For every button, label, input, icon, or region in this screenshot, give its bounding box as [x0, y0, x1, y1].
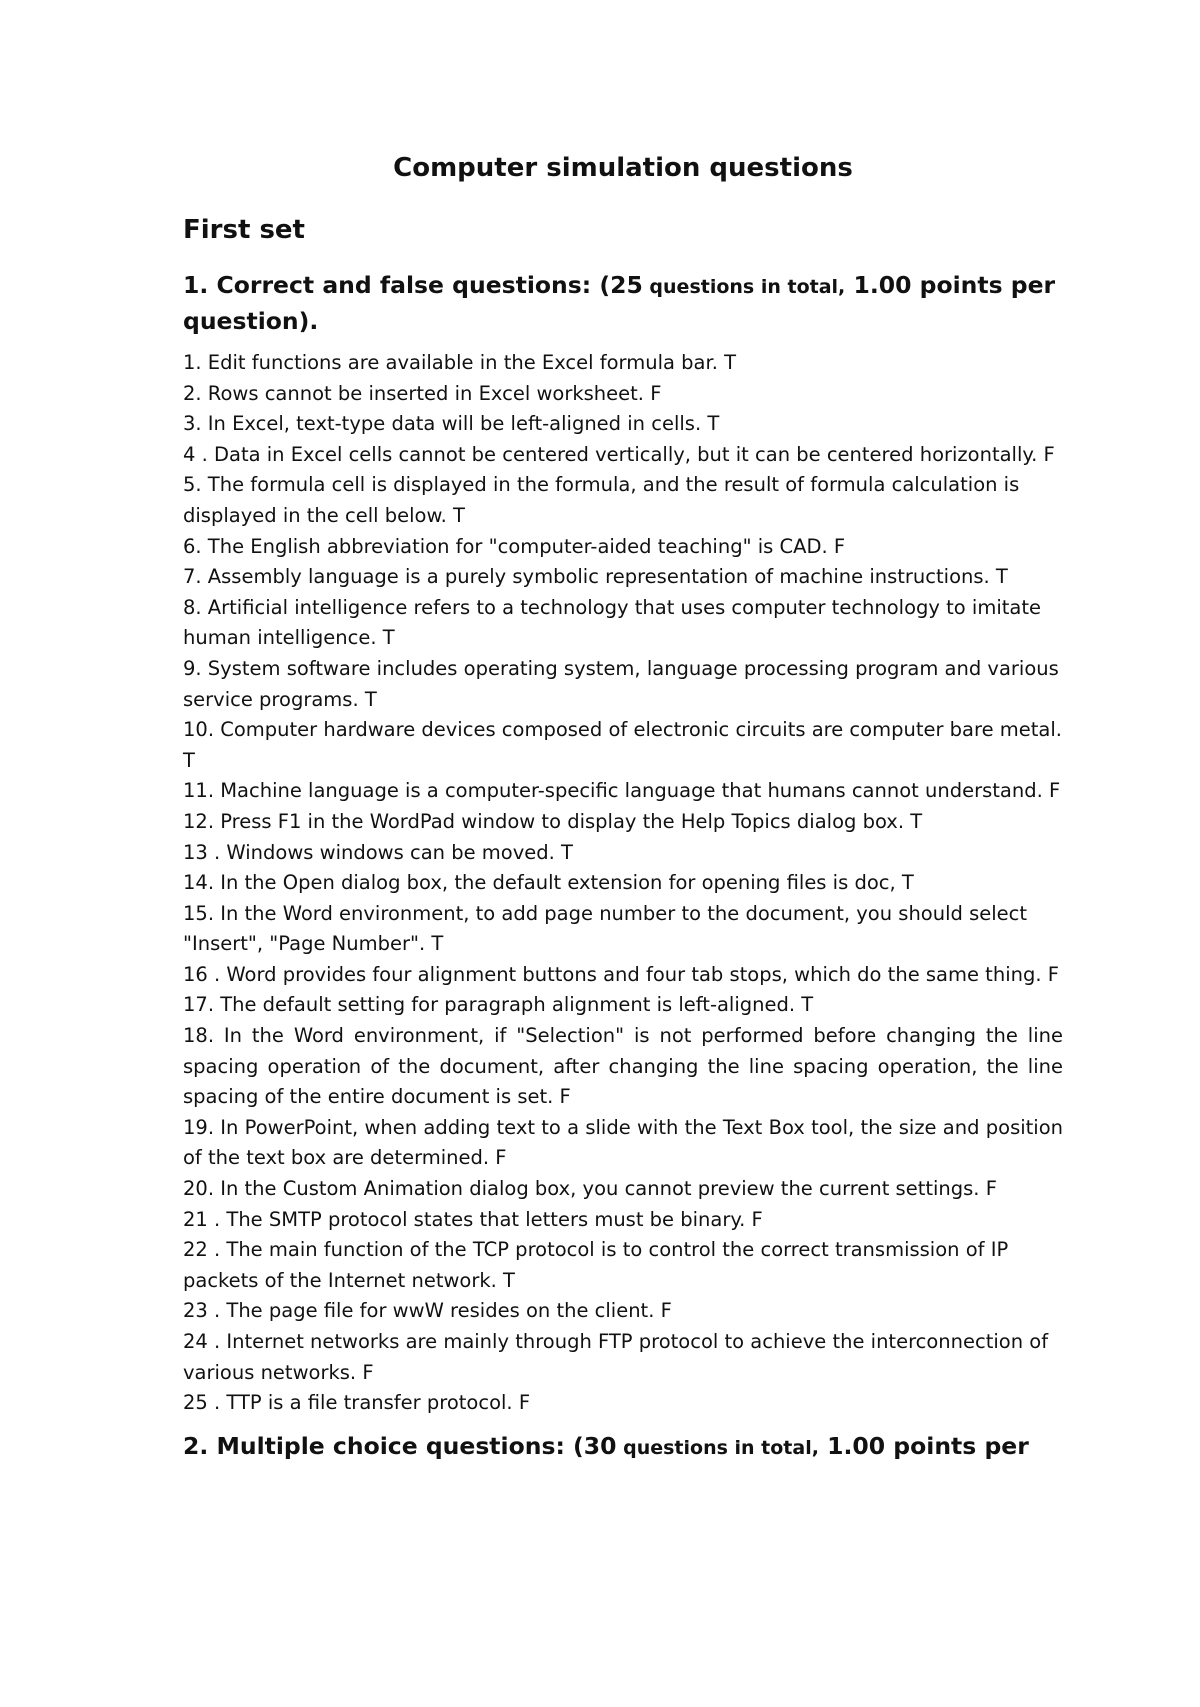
question-item: 6. The English abbreviation for "computer-aided teaching" is CAD. F [183, 534, 846, 558]
section-1-heading-lead: 1. Correct and false questions: (25 [183, 271, 643, 299]
question-item: 22 . The main function of the TCP protocol is to control the correct transmission of IP packets of the Internet network. T [183, 1238, 1009, 1292]
question-item: 1. Edit functions are available in the Excel formula bar. T [183, 351, 737, 374]
section-2-heading [183, 1429, 1063, 1465]
question-item: 21 . The SMTP protocol states that letters must be binary. F [183, 1207, 763, 1231]
question-item: 12. Press F1 in the WordPad window to display the Help Topics dialog box. T [183, 809, 923, 833]
question-item: 11. Machine language is a computer-specific language that humans cannot understand. F [183, 779, 1061, 803]
question-item: 10. Computer hardware devices composed of electronic circuits are computer bare metal. T [183, 718, 1062, 772]
question-item: 5. The formula cell is displayed in the formula, and the result of formula calculation is displayed in the cell below. T [183, 473, 1020, 527]
question-item: 13 . Windows windows can be moved. T [183, 840, 573, 864]
section-1-heading-small: questions in total, [642, 276, 846, 298]
question-item: 4 . Data in Excel cells cannot be centered vertically, but it can be centered horizontally. F [183, 442, 1055, 466]
question-item: 23 . The page file for wwW resides on the client. F [183, 1299, 672, 1323]
question-item: 24 . Internet networks are mainly through FTP protocol to achieve the interconnection of various networks. F [183, 1330, 1049, 1384]
question-item: 8. Artificial intelligence refers to a technology that uses computer technology to imitate human intelligence. T [183, 595, 1041, 650]
true-false-question-list [183, 348, 1063, 1419]
section-2-heading-tail: 1.00 points per [818, 1431, 1029, 1460]
set-heading: First set [183, 215, 305, 245]
section-1-heading [183, 268, 1063, 338]
section-1-heading-tail: 1.00 points per question). [183, 271, 1056, 335]
question-item: 7. Assembly language is a purely symbolic representation of machine instructions. T [183, 565, 1008, 589]
section-2-heading-small: questions in total, [616, 1436, 819, 1459]
question-item: 25 . TTP is a file transfer protocol. F [183, 1391, 531, 1415]
question-item: 9. System software includes operating system, language processing program and various service programs. T [183, 656, 1059, 711]
section-2-heading-lead: 2. Multiple choice questions: (30 [183, 1431, 617, 1460]
question-item: 14. In the Open dialog box, the default extension for opening files is doc, T [183, 871, 914, 895]
document-page [183, 150, 1063, 1475]
question-item: 17. The default setting for paragraph alignment is left-aligned. T [183, 993, 814, 1017]
question-item: 15. In the Word environment, to add page number to the document, you should select "Insert", "Page Number". T [183, 901, 1028, 956]
question-item: 19. In PowerPoint, when adding text to a slide with the Text Box tool, the size and position of the text box are determined. F [183, 1115, 1063, 1170]
question-item: 2. Rows cannot be inserted in Excel worksheet. F [183, 381, 662, 405]
question-item: 16 . Word provides four alignment buttons and four tab stops, which do the same thing. F [183, 962, 1059, 986]
question-item: 3. In Excel, text-type data will be left-aligned in cells. T [183, 412, 720, 436]
page-title: Computer simulation questions [393, 153, 853, 183]
question-item: 20. In the Custom Animation dialog box, you cannot preview the current settings. F [183, 1177, 997, 1201]
question-item: 18. In the Word environment, if "Selection" is not performed before changing the line spacing operation of the document, after changing the line spacing operation, the line spacing of the entire document is set. F [183, 1024, 1063, 1109]
